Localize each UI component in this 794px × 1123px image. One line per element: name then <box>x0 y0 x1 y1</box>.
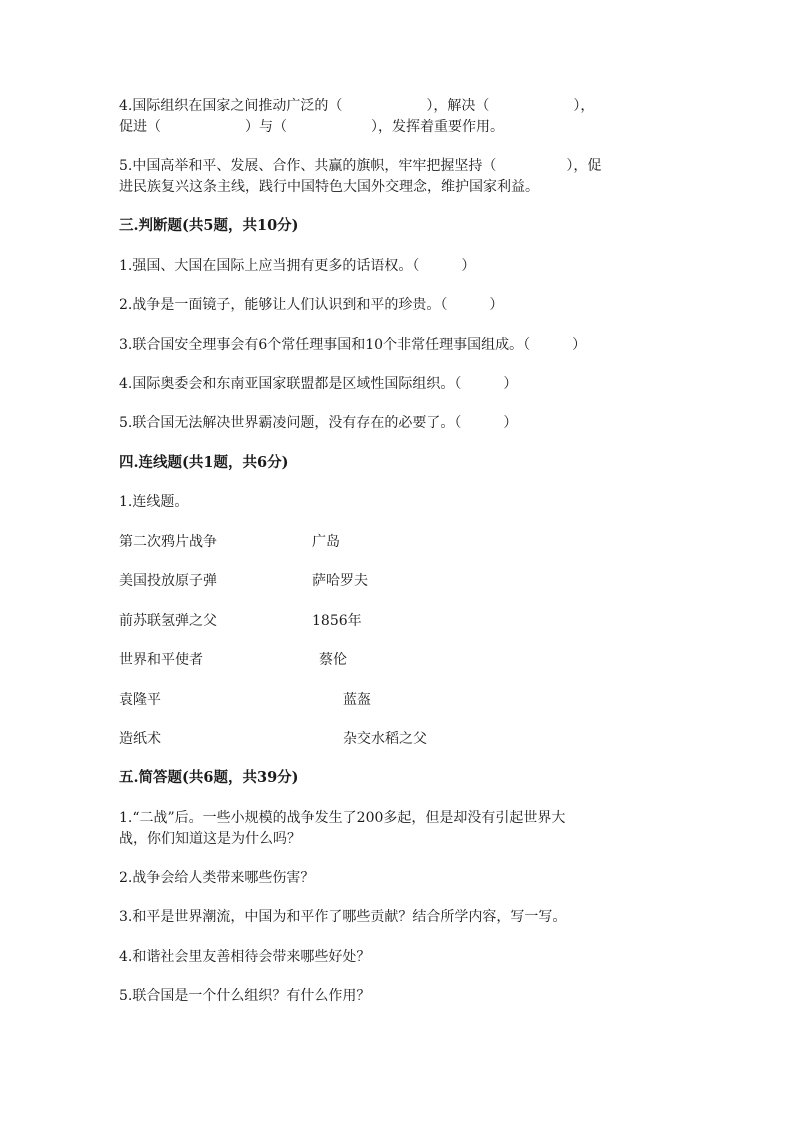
fill-in-q4-line2: 促进（ ）与（ ），发挥着重要作用。 <box>119 119 504 135</box>
section-short-answer-heading: 五.简答题(共6题，共39分) <box>119 769 299 786</box>
short-answer-q1-line1: 1.“二战”后。一些小规模的战争发生了200多起，但是却没有引起世界大 <box>119 810 566 826</box>
short-answer-q4: 4.和谐社会里友善相待会带来哪些好处？ <box>119 949 371 965</box>
matching-right-2: 萨哈罗夫 <box>312 573 368 589</box>
judge-item-2: 2.战争是一面镜子，能够让人们认识到和平的珍贵。（ ） <box>119 297 504 313</box>
matching-right-1: 广岛 <box>312 534 340 550</box>
fill-in-q5-line1: 5.中国高举和平、发展、合作、共赢的旗帜，牢牢把握坚持（ ），促 <box>119 158 602 174</box>
short-answer-q3: 3.和平是世界潮流，中国为和平作了哪些贡献？结合所学内容，写一写。 <box>119 909 567 925</box>
matching-left-3: 前苏联氢弹之父 <box>119 613 217 629</box>
matching-left-2: 美国投放原子弹 <box>119 573 217 589</box>
section-matching-heading: 四.连线题(共1题，共6分) <box>119 454 289 471</box>
matching-left-5: 袁隆平 <box>119 692 161 708</box>
short-answer-q1-line2: 战，你们知道这是为什么吗？ <box>119 831 301 847</box>
matching-left-4: 世界和平使者 <box>119 652 203 668</box>
judge-item-5: 5.联合国无法解决世界霸凌问题，没有存在的必要了。（ ） <box>119 415 518 431</box>
matching-right-5: 蓝盔 <box>343 692 371 708</box>
fill-in-q4-line1: 4.国际组织在国家之间推动广泛的（ ），解决（ ）， <box>119 98 595 114</box>
section-judge-heading: 三.判断题(共5题，共10分) <box>119 217 299 234</box>
short-answer-q2: 2.战争会给人类带来哪些伤害？ <box>119 870 315 886</box>
judge-item-4: 4.国际奥委会和东南亚国家联盟都是区域性国际组织。（ ） <box>119 376 518 392</box>
matching-right-6: 杂交水稻之父 <box>343 731 427 747</box>
matching-question: 1.连线题。 <box>119 494 189 510</box>
short-answer-q5: 5.联合国是一个什么组织？有什么作用？ <box>119 988 371 1004</box>
matching-right-3: 1856年 <box>312 613 362 629</box>
matching-left-6: 造纸术 <box>119 731 161 747</box>
judge-item-3: 3.联合国安全理事会有6个常任理事国和10个非常任理事国组成。（ ） <box>119 337 587 353</box>
matching-right-4: 蔡伦 <box>319 652 347 668</box>
fill-in-q5-line2: 进民族复兴这条主线，践行中国特色大国外交理念，维护国家利益。 <box>119 179 539 195</box>
matching-left-1: 第二次鸦片战争 <box>119 534 217 550</box>
judge-item-1: 1.强国、大国在国际上应当拥有更多的话语权。（ ） <box>119 258 476 274</box>
